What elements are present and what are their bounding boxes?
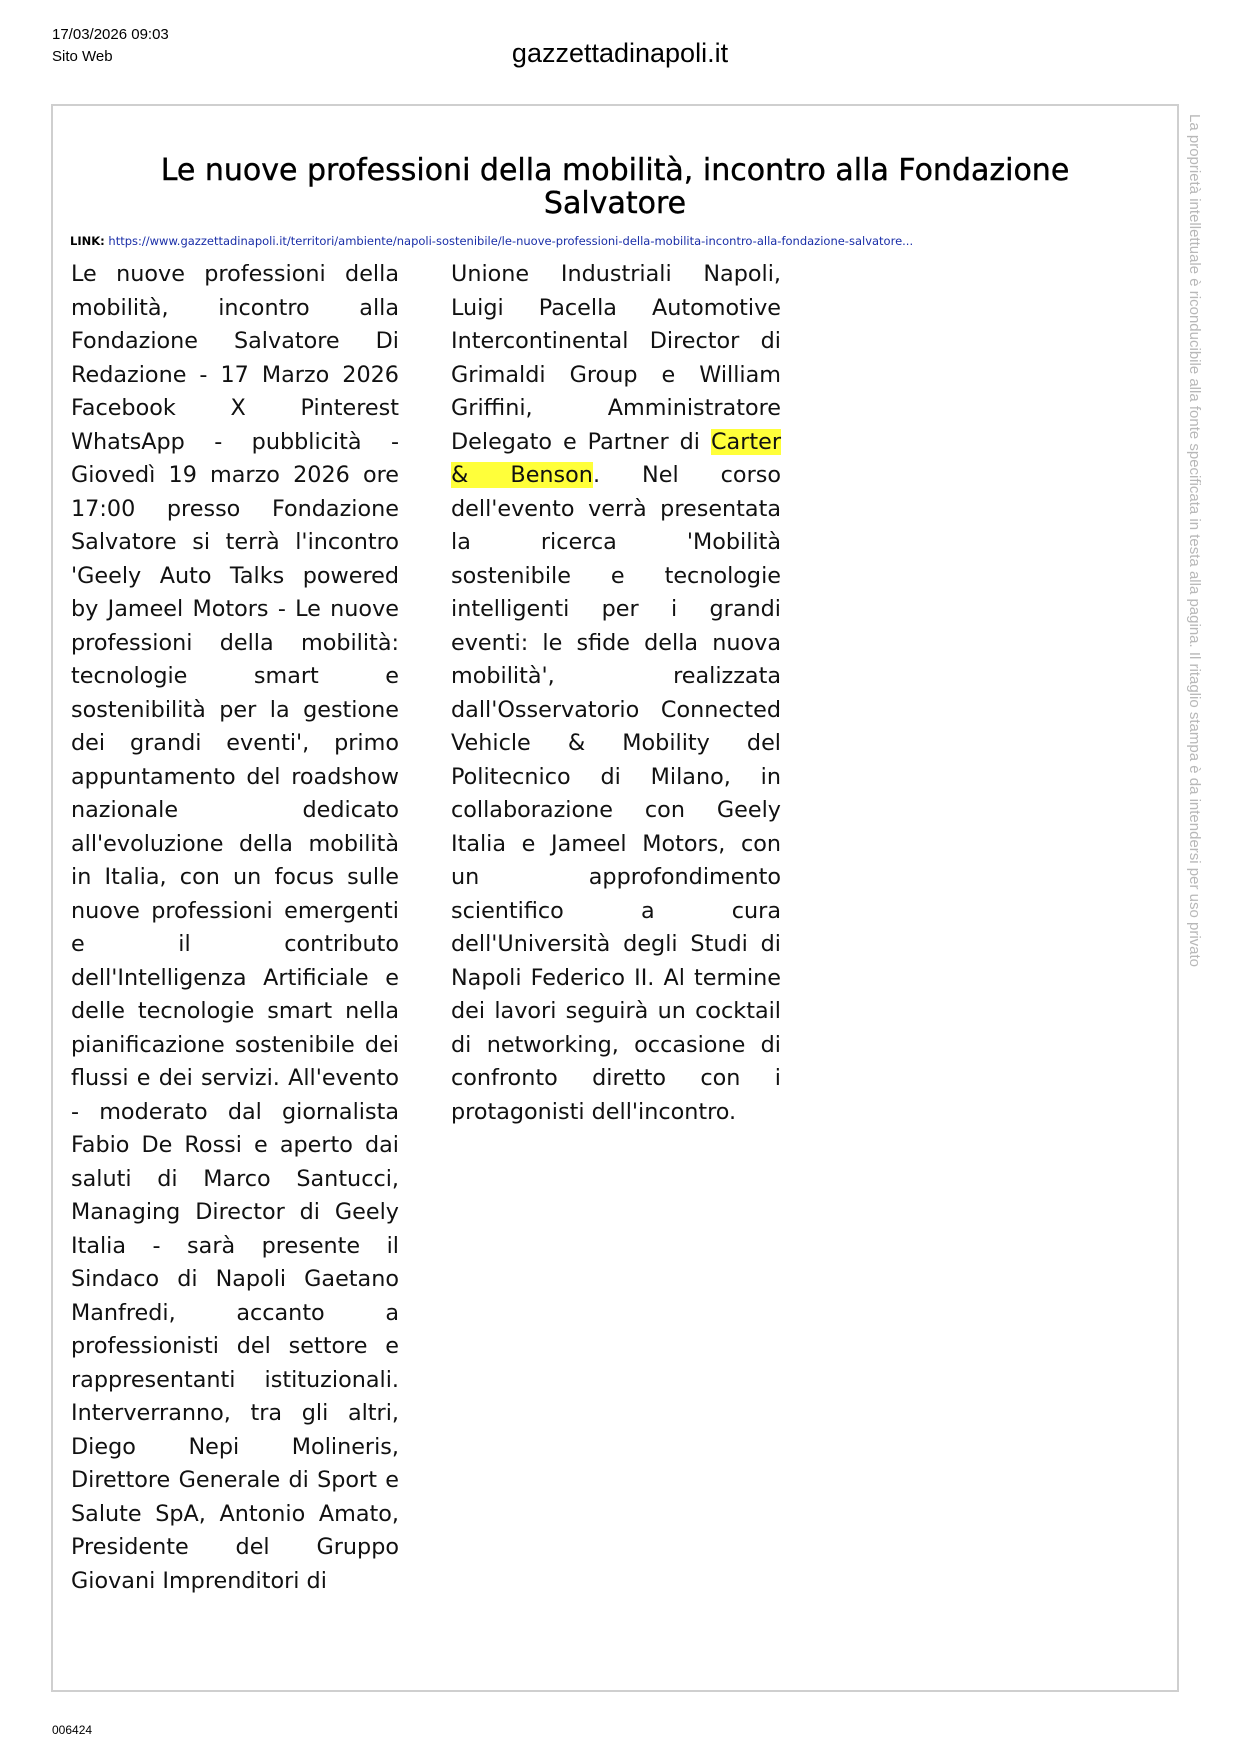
source-type: Sito Web xyxy=(52,48,113,65)
clipping-code: 006424 xyxy=(52,1723,93,1737)
article-column-left: Le nuove professioni della mobilità, incontro alla Fondazione Salvatore Di Redazione - 17 Marzo 2026 Facebook X Pinterest WhatsApp - pubblicità - Giovedì 19 marzo 2026 ore 17:00 presso Fondazione Salvatore si terrà l'incontro 'Geely Auto Talks powered by Jameel Motors - Le nuove professioni della mobilità: tecnologie smart e sostenibilità per la gestione dei grandi eventi', primo appuntamento del roadshow nazionale dedicato all'evoluzione della mobilità in Italia, con un focus sulle nuove professioni emergenti e il contributo dell'Intelligenza Artificiale e delle tecnologie smart nella pianificazione sostenibile dei flussi e dei servizi. All'evento - moderato dal giornalista Fabio De Rossi e aperto dai saluti di Marco Santucci, Managing Director di Geely Italia - sarà presente il Sindaco di Napoli Gaetano Manfredi, accanto a professionisti del settore e rappresentanti istituzionali. Interverranno, tra gli altri, Diego Nepi Molineris, Direttore Generale di Sport e Salute SpA, Antonio Amato, Presidente del Gruppo Giovani Imprenditori di xyxy=(71,261,399,1594)
link-label: LINK: xyxy=(70,234,105,248)
column-right-text-before: Unione Industriali Napoli, Luigi Pacella Automotive Intercontinental Director di Grimaldi Group e William Griffini, Amministratore Delegato e Partner di xyxy=(451,261,781,455)
column-right-text-after: . Nel corso dell'evento verrà presentata la ricerca 'Mobilità sostenibile e tecnologie intelligenti per i grandi eventi: le sfide della nuova mobilità', realizzata dall'Osservatorio Connected Vehicle & Mobility del Politecnico di Milano, in collaborazione con Geely Italia e Jameel Motors, con un approfondimento scientifico a cura dell'Università degli Studi di Napoli Federico II. Al termine dei lavori seguirà un cocktail di networking, occasione di confronto diretto con i protagonisti dell'incontro. xyxy=(451,462,781,1125)
site-name: gazzettadinapoli.it xyxy=(511,38,729,68)
article-column-right xyxy=(451,258,781,1129)
article-link-line xyxy=(70,233,1070,249)
article-title: Le nuove professioni della mobilità, incontro alla Fondazione Salvatore xyxy=(160,153,1070,221)
article-link[interactable]: https://www.gazzettadinapoli.it/territori/ambiente/napoli-sostenibile/le-nuove-professioni-della-mobilita-incontro-alla-fondazione-salvatore... xyxy=(108,234,914,248)
clipping-date: 17/03/2026 09:03 xyxy=(52,26,169,43)
highlighted-company: Carter & Benson xyxy=(451,428,781,488)
copyright-side-note: La proprietà intellettuale è riconducibile alla fonte specificata in testa alla pagina. Il ritaglio stampa è da intendersi per uso privato xyxy=(1186,114,1203,968)
